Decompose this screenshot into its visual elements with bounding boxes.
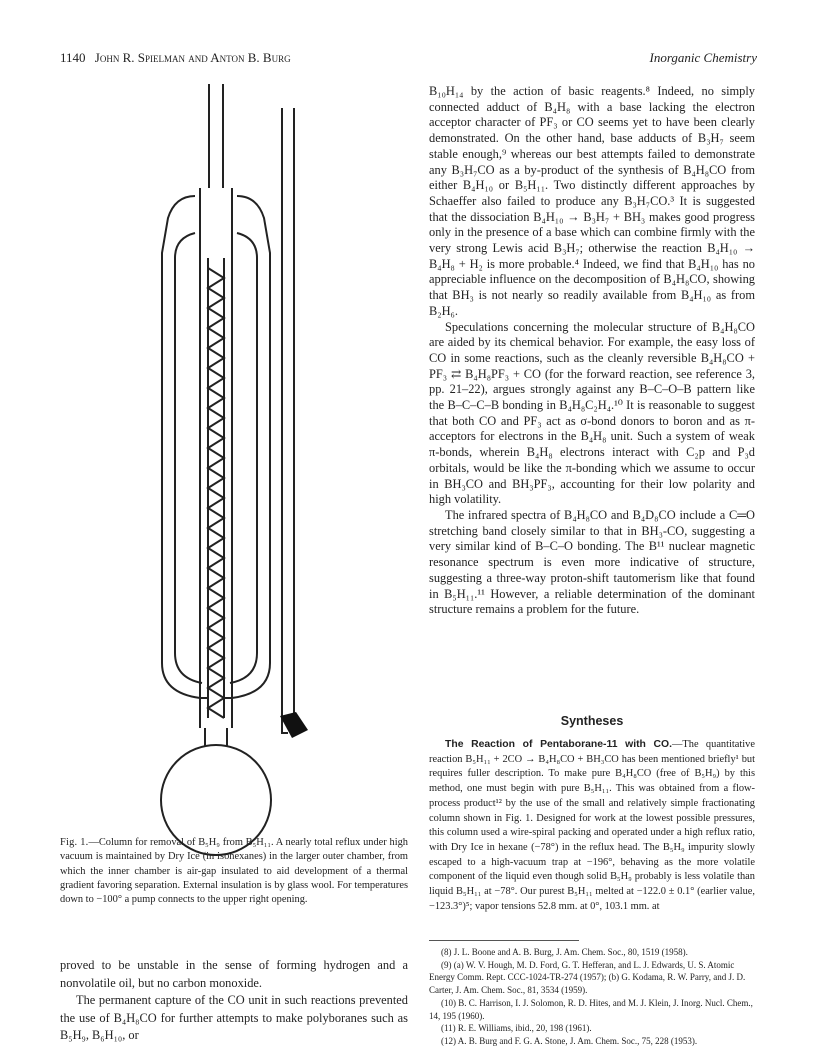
syntheses-body: —The quantitative reaction B₅H₁₁ + 2CO → B₄H₈CO + BH₃CO has been mentioned briefly¹ but requires fuller description. To make pure B₄H₈CO (free of B₅H₉) by this method, one must begin with pure B₅H₁₁. This was obtained from a flow-process product¹² by the use of the small and relatively simple fractionating column shown in Fig. 1. Designed for work at the lowest possible pressures, this column used a wire-spiral packing and operated under a high reflux ratio, with Dry Ice in hexane (−78°) in the reflux head. The B₅H₉ impurity slowly escaped to a high-vacuum trap at −196°, behaving as the more volatile component of the liquid even though solid B₅H₉ probably is less volatile than liquid B₅H₁₁ at −78°. Our purest B₅H₁₁ melted at −122.0 ± 0.1° (earlier value, −123.3°)⁵; vapor tensions 52.8 mm. at 0°, 103.1 mm. at [429, 739, 755, 912]
fractionating-column-figure [70, 78, 370, 858]
footnotes [429, 940, 755, 1048]
section-heading: Syntheses [560, 714, 624, 728]
syntheses-text [429, 738, 755, 914]
column-drawing [70, 78, 370, 858]
paragraph: The permanent capture of the CO unit in such reactions prevented the use of B₄H₈CO for further attempts to make polyboranes such as B₅H₉, B₆H₁₀, or [60, 993, 408, 1043]
header-left [60, 50, 291, 66]
footnote: (11) R. E. Williams, ibid., 20, 198 (1961). [441, 1023, 592, 1034]
stopcock-icon [280, 712, 308, 738]
footnote: (9) (a) W. V. Hough, M. D. Ford, G. T. Hefferan, and L. J. Edwards, U. S. Atomic Energy Comm. Rept. CCC-1024-TR-274 (1957); (b) G. Kodama, R. W. Parry, and J. D. Carter, J. Am. Chem. Soc., 81, 3534 (1959). [429, 959, 746, 996]
run-in-heading: The Reaction of Pentaborane-11 with CO. [445, 739, 673, 750]
page-number: 1140 [60, 50, 86, 65]
header-authors: John R. Spielman and Anton B. Burg [94, 50, 291, 65]
paragraph: B₁₀H₁₄ by the action of basic reagents.⁸ Indeed, no simply connected adduct of B₄H₈ with a base lacking the electron acceptor character of PF₃ or CO seems yet to have been clearly demonstrated. On the other hand, base adducts of B₃H₇ seem stable enough,⁹ whereas our best attempts failed to demonstrate any B₃H₇CO as a by-product of the synthesis of B₄H₈CO from either B₄H₁₀ or B₅H₁₁. Two distinctly different approaches by Schaeffer also failed to produce any B₃H₇CO.³ It is suggested that the dissociation B₄H₁₀ → B₃H₇ + BH₃ makes good progress only in the presence of a base which can combine firmly with the very strong Lewis acid B₃H₇; otherwise the reaction B₄H₁₀ → B₄H₈ + H₂ is more probable.⁴ Indeed, we find that B₄H₁₀ has no appreciable influence on the decomposition of B₄H₈CO, showing that BH₃ is not nearly so readily available from B₄H₁₀ as from B₂H₆. [429, 84, 755, 318]
footnote-rule [429, 940, 579, 941]
caption-text: —Column for removal of B₅H₉ from B₅H₁₁. A nearly total reflux under high vacuum is maintained by Dry Ice (in isohexanes) in the larger outer chamber, from which the inner chamber is air-gap insulated to aid development of a thermal gradient favoring separation. External insulation is by glass wool. For temperatures down to −100° a pump connects to the upper right opening. [60, 837, 408, 906]
left-column-text [60, 957, 408, 1045]
caption-label: Fig. 1. [60, 837, 89, 848]
journal-title: Inorganic Chemistry [649, 50, 757, 65]
paragraph: Speculations concerning the molecular structure of B₄H₈CO are aided by its chemical behavior. For example, the easy loss of CO in some reactions, such as the cleanly reversible B₄H₈CO + PF₃ ⇄ B₄H₈PF₃ + CO (for the forward reaction, see reference 3, pp. 21–22), argues strongly against any B–C–O–B pattern like the B–C–C–B bonding in B₄H₈C₂H₄.¹⁰ It is reasonable to suggest that both CO and PF₃ act as σ-bond donors to boron and as π-acceptors for electrons in the B₄H₈ unit. Such a system of weak π-bonds, wherein B₄H₈ electrons interact with C₂p and P₃d orbitals, would be like the π-bonding which we assume to occur in BH₃CO and BH₃PF₃, accounting for their low polarity and high volatility. [429, 319, 755, 507]
paragraph: proved to be unstable in the sense of forming hydrogen and a nonvolatile oil, but no carbon monoxide. [60, 958, 408, 990]
footnote: (12) A. B. Burg and F. G. A. Stone, J. Am. Chem. Soc., 75, 228 (1953). [441, 1035, 698, 1046]
paragraph: The infrared spectra of B₄H₈CO and B₄D₈CO include a C═O stretching band closely similar to that in BH₃-CO, suggesting a very similar kind of B–C–O bonding. The B¹¹ nuclear magnetic resonance spectrum is even more indicative of structure, suggesting a three-way proton-shift tautomerism like that found in B₅H₁₁.¹¹ However, a reliable determination of the dominant structure remains a problem for the future. [429, 507, 755, 617]
page-header [60, 50, 757, 74]
footnote: (8) J. L. Boone and A. B. Burg, J. Am. Chem. Soc., 80, 1519 (1958). [441, 947, 688, 957]
footnote: (10) B. C. Harrison, I. J. Solomon, R. D. Hites, and M. J. Klein, J. Inorg. Nucl. Chem., 14, 195 (1960). [429, 997, 753, 1021]
right-column-text [429, 84, 755, 618]
figure-caption [60, 836, 408, 907]
